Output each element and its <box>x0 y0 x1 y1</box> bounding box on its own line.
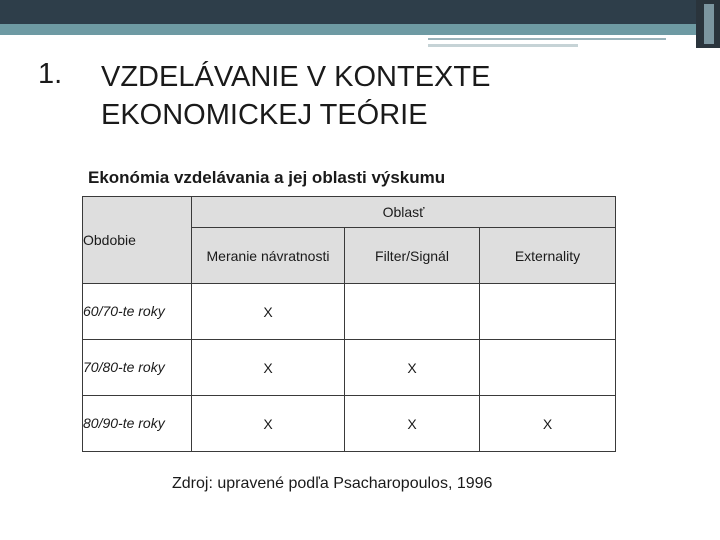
slide-number: 1. <box>38 58 63 90</box>
top-bar-teal <box>0 24 696 35</box>
column-header-meranie: Meranie návratnosti <box>192 228 345 284</box>
slide-title-line-2: EKONOMICKEJ TEÓRIE <box>101 99 428 131</box>
mark-cell <box>480 284 616 340</box>
column-header-filter: Filter/Signál <box>345 228 480 284</box>
mark-cell: X <box>192 340 345 396</box>
top-bar-dark <box>0 0 696 24</box>
table-row <box>83 396 616 452</box>
mark-cell: X <box>192 284 345 340</box>
mark-cell: X <box>345 340 480 396</box>
research-areas-table <box>82 196 616 452</box>
slide-title <box>101 58 490 134</box>
decorative-line <box>428 38 666 40</box>
table-row <box>83 284 616 340</box>
slide-title-line-1: VZDELÁVANIE V KONTEXTE <box>101 61 491 93</box>
source-note: Zdroj: upravené podľa Psacharopoulos, 1996 <box>172 475 493 492</box>
period-cell: 70/80-te roky <box>83 340 192 396</box>
decorative-line-secondary <box>428 44 578 47</box>
slide-subtitle: Ekonómia vzdelávania a jej oblasti výskumu <box>88 168 446 187</box>
mark-cell <box>480 340 616 396</box>
corner-header: Obdobie <box>83 197 192 284</box>
top-right-accent <box>704 4 714 44</box>
mark-cell: X <box>480 396 616 452</box>
mark-cell: X <box>192 396 345 452</box>
period-cell: 80/90-te roky <box>83 396 192 452</box>
table-header-row-group <box>83 197 616 228</box>
mark-cell: X <box>345 396 480 452</box>
mark-cell <box>345 284 480 340</box>
group-header: Oblasť <box>192 197 616 228</box>
column-header-externality: Externality <box>480 228 616 284</box>
period-cell: 60/70-te roky <box>83 284 192 340</box>
table-row <box>83 340 616 396</box>
